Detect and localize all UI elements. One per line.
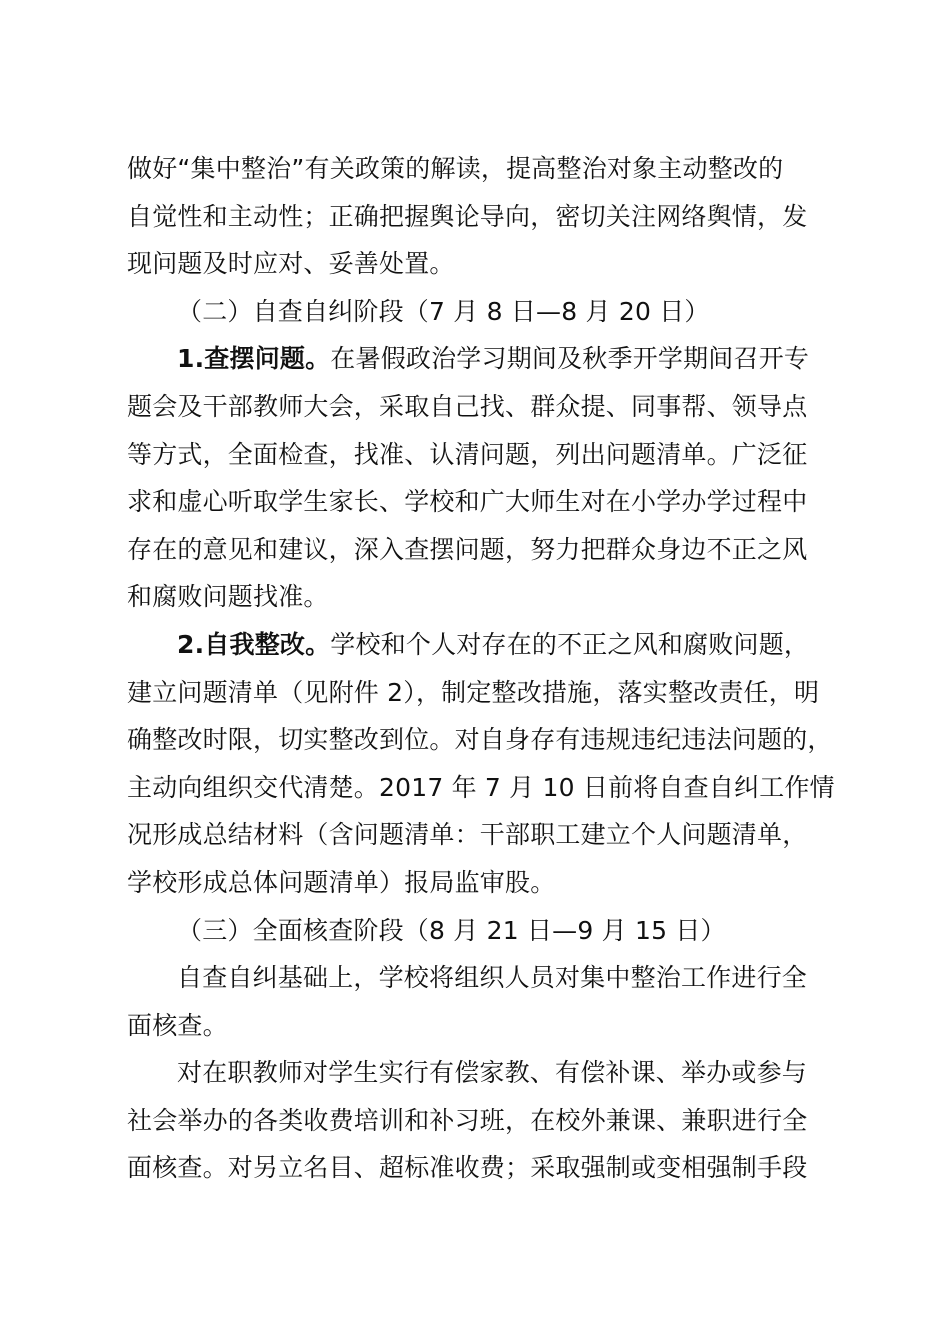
item-heading: 2.自我整改。 [177,629,331,659]
line-text: 和腐败问题找准。 [127,582,329,612]
line-text: 自查自纠基础上，学校将组织人员对集中整治工作进行全 [177,963,808,993]
line-text: 对在职教师对学生实行有偿家教、有偿补课、举办或参与 [177,1058,808,1088]
text-line [127,145,827,193]
text-line [127,335,827,383]
line-text: 求和虚心听取学生家长、学校和广大师生对在小学办学过程中 [127,487,808,517]
text-line [127,1144,827,1192]
line-text: 存在的意见和建议，深入查摆问题，努力把群众身边不正之风 [127,534,808,564]
line-text: 学校和个人对存在的不正之风和腐败问题， [330,629,810,659]
line-text: 确整改时限，切实整改到位。对自身存有违规违纪违法问题的， [127,725,833,755]
item-heading: 1.查摆问题。 [177,344,331,374]
line-text: 建立问题清单（见附件 2），制定整改措施，落实整改责任，明 [127,677,820,707]
text-line [127,859,827,907]
line-text: 题会及干部教师大会，采取自己找、群众提、同事帮、领导点 [127,391,808,421]
line-text: 做好“集中整治”有关政策的解读，提高整治对象主动整改的 [127,154,784,183]
line-text: 学校形成总体问题清单）报局监审股。 [127,867,556,897]
text-line [127,478,827,526]
text-line [127,764,835,812]
text-line [127,573,827,621]
line-text: 面核查。 [127,1010,228,1040]
section-heading [127,907,827,955]
text-line [127,716,833,764]
text-line [127,240,827,288]
text-line [127,621,827,669]
text-line [127,1097,827,1145]
line-text: 现问题及时应对、妥善处置。 [127,249,455,279]
line-text: 自觉性和主动性；正确把握舆论导向，密切关注网络舆情，发 [127,201,808,231]
section-heading-text: （三）全面核查阶段（8 月 21 日—9 月 15 日） [177,915,726,945]
line-text: 面核查。对另立名目、超标准收费；采取强制或变相强制手段 [127,1153,808,1183]
line-text: 在暑假政治学习期间及秋季开学期间召开专 [330,344,810,374]
line-text: 况形成总结材料（含问题清单：干部职工建立个人问题清单， [127,820,808,850]
text-line [127,954,827,1002]
text-line [127,1049,827,1097]
text-line [127,1002,827,1050]
text-line [127,383,827,431]
line-text: 社会举办的各类收费培训和补习班，在校外兼课、兼职进行全 [127,1105,808,1135]
text-line [127,811,827,859]
line-text: 等方式，全面检查，找准、认清问题，列出问题清单。广泛征 [127,439,808,469]
text-line [127,669,827,717]
text-line [127,526,827,574]
text-line [127,193,827,241]
section-heading-text: （二）自查自纠阶段（7 月 8 日—8 月 20 日） [177,296,710,326]
document-body [127,145,835,1192]
text-line [127,431,827,479]
section-heading [127,288,827,336]
line-text: 主动向组织交代清楚。2017 年 7 月 10 日前将自查自纠工作情 [127,772,835,802]
